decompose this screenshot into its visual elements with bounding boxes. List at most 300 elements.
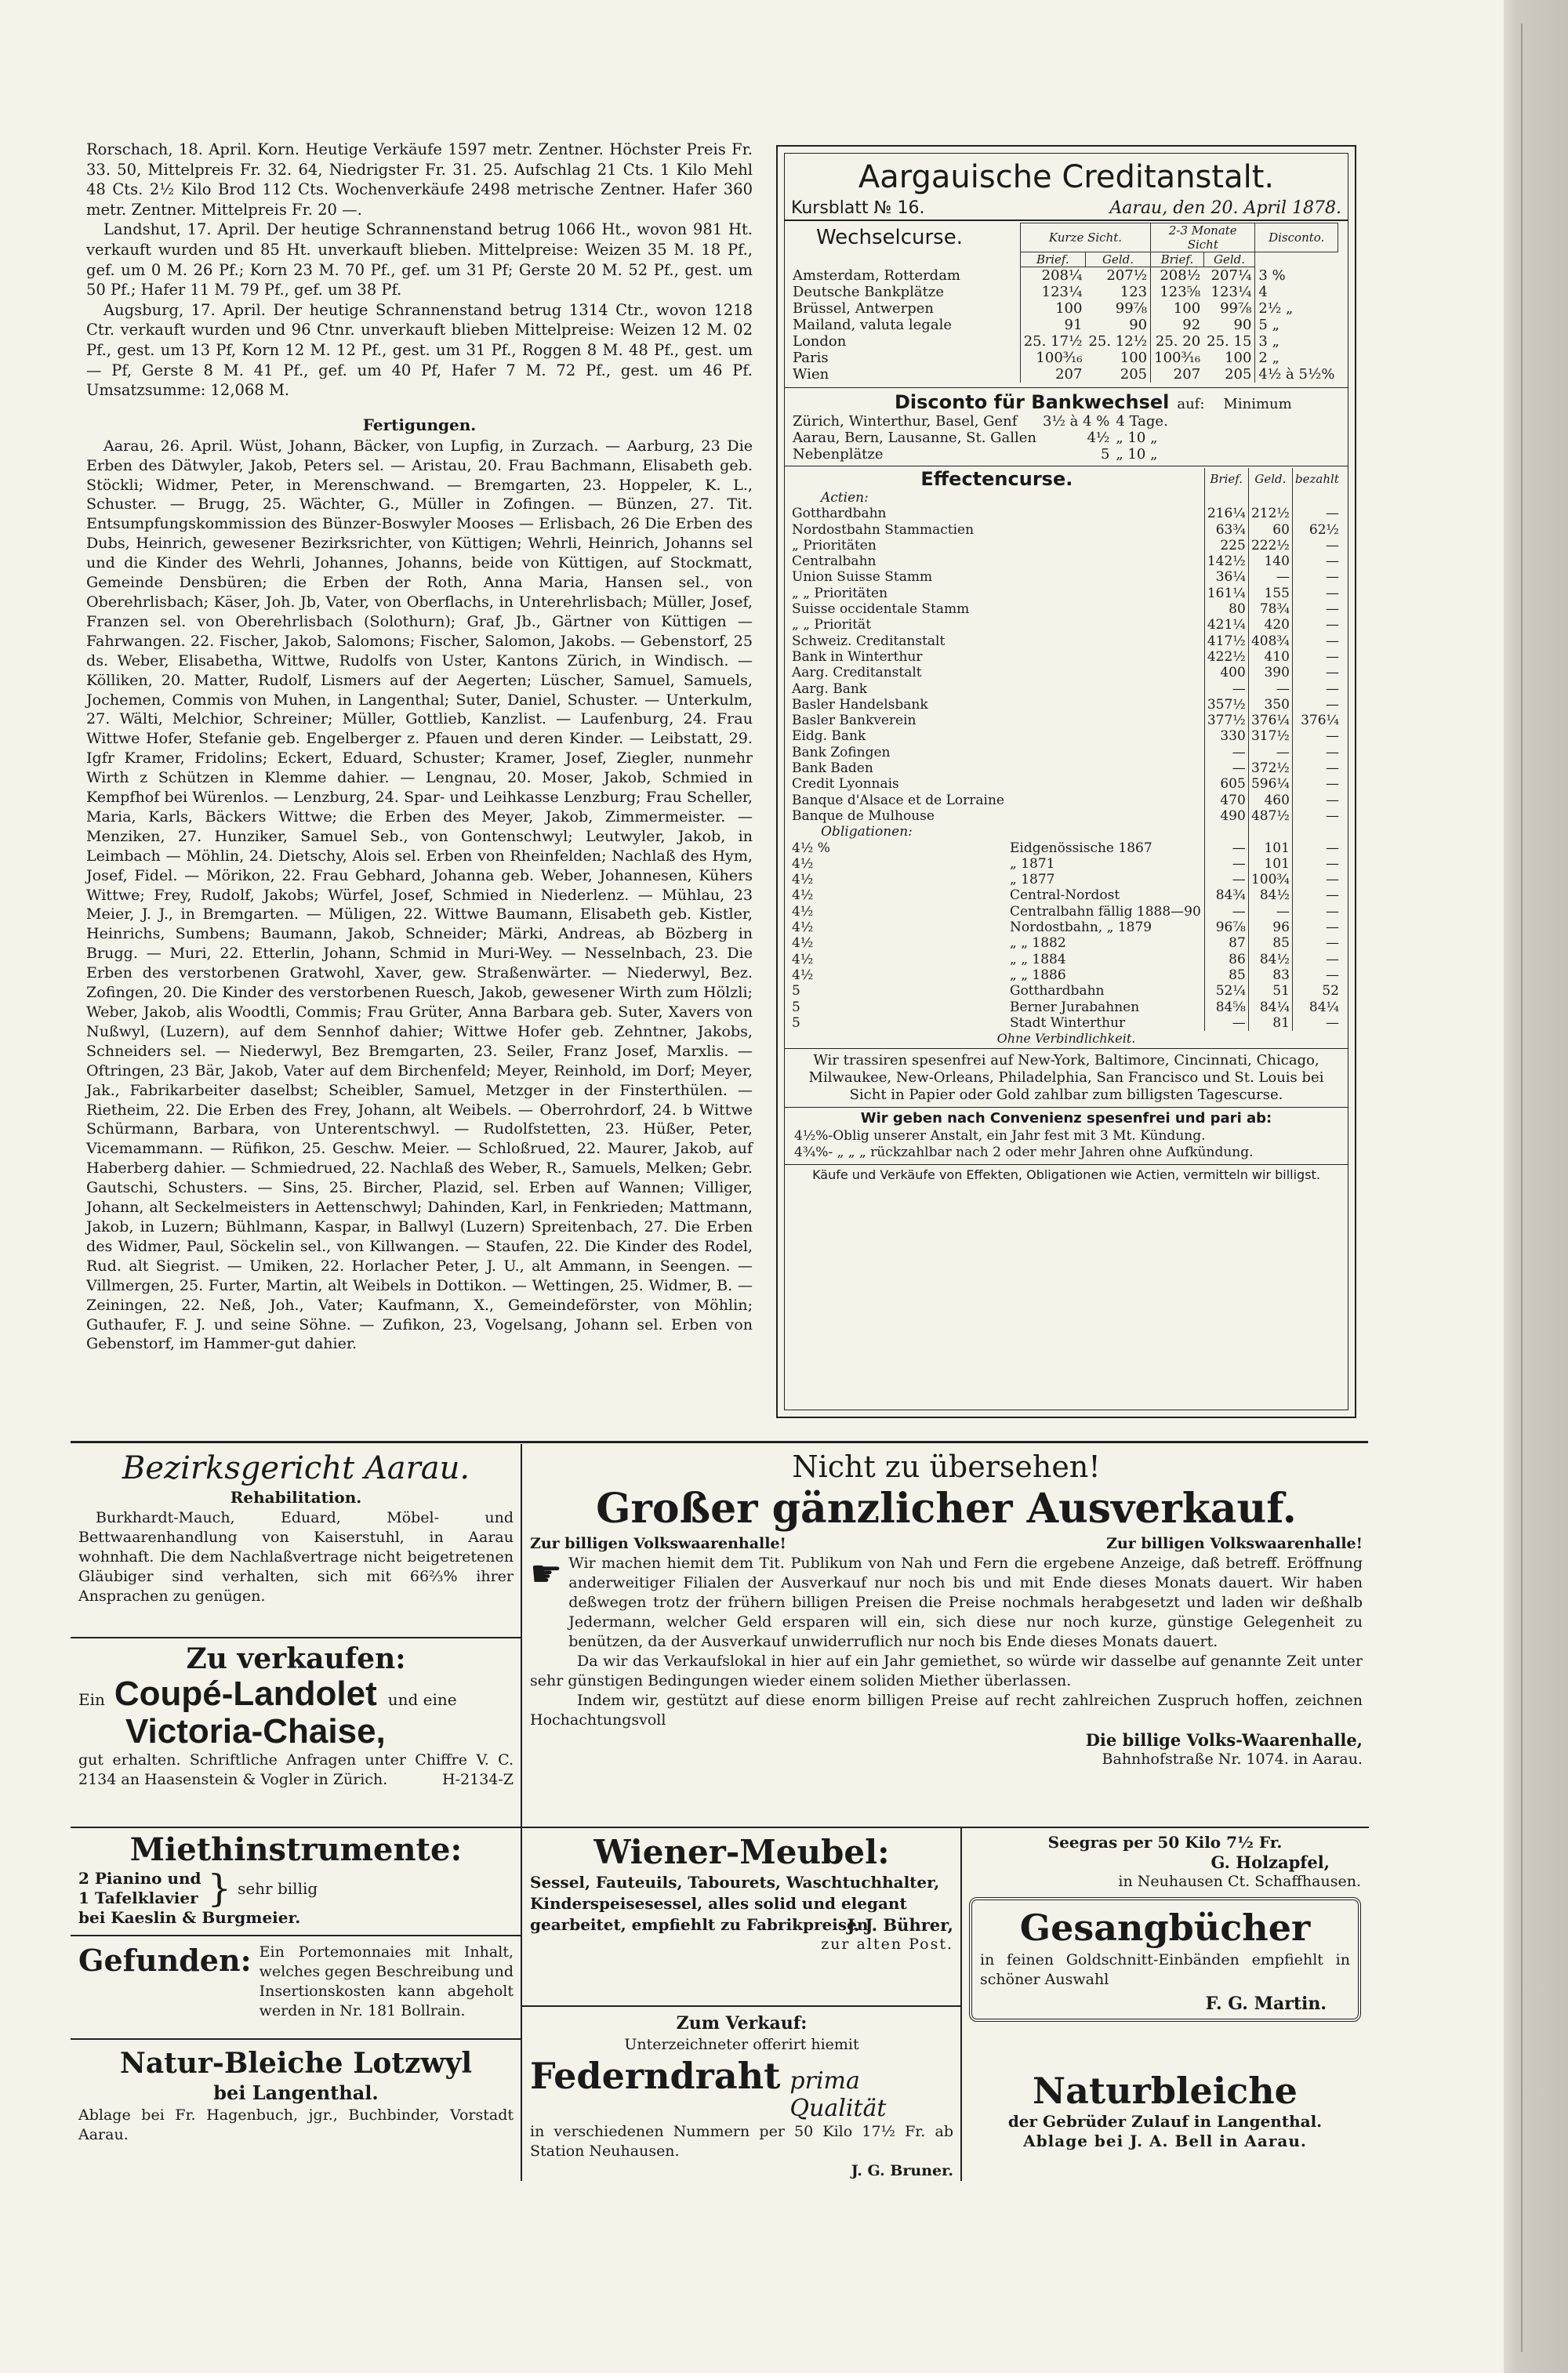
naturbleiche-ad bbox=[969, 2070, 1361, 2151]
oblig-cell: 4½ % bbox=[792, 840, 830, 856]
wechsel-row-cell: 207 bbox=[1020, 366, 1085, 383]
actien-row bbox=[789, 569, 1341, 585]
gesangbuecher-chain-border bbox=[969, 1897, 1361, 2022]
actien-cell: — bbox=[1292, 793, 1341, 808]
oblig-cell: 87 bbox=[1204, 935, 1248, 951]
ausverkauf-text-2: Da wir das Verkaufslokal in hier auf ein Jahr gemiethet, so würde wir dasselbe auf genannte Zeit unter sehr günstigen Bedingungen wieder einem soliden Miether überlassen. bbox=[530, 1653, 1363, 1689]
federndraht-ad bbox=[530, 2012, 953, 2181]
wechsel-row-cell: Mailand, valuta legale bbox=[793, 317, 952, 333]
obligationen-label-text: Obligationen: bbox=[821, 824, 913, 840]
actien-cell: 225 bbox=[1204, 538, 1248, 553]
oblig-cell: 4½ bbox=[792, 967, 814, 983]
actien-cell: — bbox=[1292, 760, 1341, 776]
bezirksgericht-title: Bezirksgericht Aarau. bbox=[122, 1450, 470, 1486]
wechsel-row-cell: 25. 20 bbox=[1151, 333, 1204, 350]
actien-row bbox=[789, 649, 1341, 665]
wechsel-row-cell: Amsterdam, Rotterdam bbox=[793, 267, 960, 284]
oblig-cell: „ „ 1884 bbox=[1009, 951, 1066, 967]
actien-cell: 222½ bbox=[1248, 538, 1292, 553]
actien-cell: 421¼ bbox=[1204, 617, 1248, 633]
ausverkauf-text-1: Wir machen hiemit dem Tit. Publikum von Nah und Fern die ergebene Anzeige, daß betreff. Eröffnung anderweitiger Filialen der Ausverkauf nur noch bis und mit Ende dieses Monats dauert. Wir haben deßwegen trotz der frühern billigen Preisen die Preise nochmals herabgesetzt und laden wir deßhalb Jedermann, welcher Geld ersparen will ein, sich diese nur noch kurze, günstige Gelegenheit zu benützen, da der Ausverkauf unwiderruflich nur noch bis Ende dieses Monats dauert. bbox=[568, 1555, 1363, 1650]
actien-row bbox=[789, 553, 1341, 569]
actien-cell: — bbox=[1248, 681, 1292, 697]
page-edge bbox=[1504, 0, 1568, 2373]
gesangbuecher-signature: F. G. Martin. bbox=[1205, 1994, 1327, 2014]
disconto-auf: auf: bbox=[1177, 396, 1205, 412]
oblig-cell: 96⅞ bbox=[1204, 920, 1248, 935]
actien-cell: 350 bbox=[1248, 697, 1292, 713]
gesangbuecher-text: in feinen Goldschnitt-Einbänden empfiehlt in schöner Auswahl bbox=[980, 1951, 1350, 1988]
oblig-cell: „ 1877 bbox=[1009, 872, 1055, 888]
oblig-cell: 51 bbox=[1248, 983, 1292, 999]
oblig-cell: 96 bbox=[1248, 920, 1292, 935]
actien-row bbox=[789, 633, 1341, 649]
oblig-cell: 4½ bbox=[792, 887, 814, 904]
wechsel-row-cell: 207¼ bbox=[1210, 267, 1252, 284]
disconto-row-cell: 3½ à 4 % bbox=[1043, 413, 1110, 430]
effecten-table bbox=[789, 468, 1341, 1031]
oblig-cell: 4½ bbox=[792, 951, 814, 967]
actien-row bbox=[789, 617, 1341, 633]
wiener-meubel-signature: J. J. Bührer, bbox=[847, 1915, 953, 1935]
oblig-cell: 5 bbox=[792, 999, 800, 1015]
oblig-row bbox=[789, 952, 1341, 967]
wechsel-row-cell: 123¼ bbox=[1210, 284, 1252, 300]
oblig-cell: 84½ bbox=[1248, 887, 1292, 903]
disconto-row-cell: Nebenplätze bbox=[793, 446, 884, 463]
actien-cell: 460 bbox=[1248, 793, 1292, 808]
actien-cell: Basler Handelsbank bbox=[792, 696, 928, 713]
wechsel-row bbox=[789, 317, 1338, 333]
verkaufen-code: H-2134-Z bbox=[442, 1771, 514, 1788]
actien-cell: — bbox=[1204, 745, 1248, 760]
oblig-cell: Central-Nordost bbox=[1009, 887, 1120, 904]
wechsel-row-cell: 123 bbox=[1120, 284, 1148, 300]
actien-cell: 422½ bbox=[1204, 649, 1248, 665]
disconto-row-cell: 5 bbox=[1100, 446, 1110, 463]
oblig-cell: 5 bbox=[792, 1014, 800, 1031]
ads-top-rule bbox=[71, 1441, 1368, 1443]
wechsel-header-disconto: Disconto. bbox=[1255, 223, 1338, 252]
actien-cell: — bbox=[1248, 569, 1292, 585]
oblig-cell: „ 1871 bbox=[1009, 855, 1055, 872]
gefunden-ad bbox=[78, 1943, 514, 2021]
actien-cell: 78¾ bbox=[1248, 601, 1292, 617]
wechsel-body bbox=[789, 267, 1338, 383]
wechsel-row-cell: 3 % bbox=[1255, 267, 1338, 285]
disconto-row-cell: 4 Tage. bbox=[1116, 413, 1168, 430]
kaeufe-text: Käufe und Verkäufe von Effekten, Obligationen wie Actien, vermitteln wir billigst. bbox=[812, 1167, 1320, 1183]
oblig-cell: 5 bbox=[792, 983, 800, 1000]
oblig-cell: — bbox=[1292, 935, 1341, 951]
actien-cell: — bbox=[1292, 538, 1341, 553]
oblig-cell: — bbox=[1292, 952, 1341, 967]
left-news-column bbox=[86, 140, 753, 1354]
disconto-table bbox=[789, 413, 1171, 463]
actien-cell: Schweiz. Creditanstalt bbox=[792, 633, 946, 649]
oblig-cell: — bbox=[1204, 872, 1248, 887]
geben-line-2: 4¾%- „ „ „ rückzahlbar nach 2 oder mehr Jahren ohne Aufkündung. bbox=[794, 1145, 1254, 1161]
ads-mid-rule-left4 bbox=[71, 2038, 521, 2040]
grosser-ausverkauf: Großer gänzlicher Ausverkauf. bbox=[596, 1485, 1297, 1533]
wechsel-sub-brief-2: Brief. bbox=[1151, 252, 1204, 267]
ads-vertical-rule bbox=[521, 1444, 522, 2181]
kursblatt-date: Aarau, den 20. April 1878. bbox=[1109, 198, 1341, 218]
wechsel-header-kurz: Kurze Sicht. bbox=[1020, 223, 1150, 252]
disconto-row bbox=[789, 446, 1171, 463]
actien-cell: — bbox=[1292, 665, 1341, 680]
federndraht-title: Federndraht bbox=[530, 2055, 781, 2097]
actien-cell: 408¾ bbox=[1248, 633, 1292, 649]
wechsel-row-cell: 25. 15 bbox=[1207, 333, 1252, 350]
wechsel-row-cell: 100³⁄₁₆ bbox=[1020, 350, 1085, 366]
effecten-header-bezahlt: bezahlt bbox=[1292, 468, 1341, 490]
oblig-cell: 84½ bbox=[1248, 952, 1292, 967]
oblig-cell: — bbox=[1204, 904, 1248, 920]
actien-cell: 390 bbox=[1248, 665, 1292, 680]
effecten-header-brief: Brief. bbox=[1204, 468, 1248, 490]
seegras-ad bbox=[969, 1833, 1361, 1892]
ads-mid-rule-right bbox=[522, 1827, 1369, 1828]
actien-cell: — bbox=[1292, 553, 1341, 569]
actien-cell: — bbox=[1204, 681, 1248, 697]
miethe-title: Miethinstrumente: bbox=[129, 1831, 463, 1868]
nicht-uebersehen: Nicht zu übersehen! bbox=[792, 1450, 1101, 1484]
miethe-line-2: 1 Tafelklavier bbox=[78, 1889, 198, 1907]
obligationen-label bbox=[789, 824, 1341, 840]
ads-mid-rule-left bbox=[71, 1637, 521, 1638]
actien-cell: 376¼ bbox=[1248, 713, 1292, 728]
oblig-cell: — bbox=[1292, 1015, 1341, 1031]
oblig-cell: Nordostbahn, „ 1879 bbox=[1009, 920, 1152, 936]
geben-line-1: 4½%-Oblig unserer Anstalt, ein Jahr fest mit 3 Mt. Kündung. bbox=[794, 1128, 1206, 1145]
miethe-billig: sehr billig bbox=[238, 1879, 318, 1898]
wechsel-header-monate: 2-3 Monate Sicht bbox=[1151, 223, 1255, 252]
wiener-meubel-title: Wiener-Meubel: bbox=[593, 1833, 890, 1871]
actien-cell: 596¼ bbox=[1248, 776, 1292, 792]
disconto-body bbox=[789, 413, 1171, 463]
oblig-cell: „ „ 1886 bbox=[1009, 967, 1066, 983]
wechsel-row-cell: 123⅝ bbox=[1151, 284, 1204, 300]
oblig-cell: Gotthardbahn bbox=[1009, 983, 1105, 1000]
actien-cell: 161¼ bbox=[1204, 586, 1248, 601]
wechsel-row-cell: 207 bbox=[1151, 366, 1204, 383]
wechsel-row-cell: 99⅞ bbox=[1220, 300, 1252, 317]
wiener-meubel-signature-2: zur alten Post. bbox=[821, 1936, 953, 1953]
disconto-row bbox=[789, 430, 1171, 446]
actien-row bbox=[789, 776, 1341, 792]
wechsel-row-cell: 100³⁄₁₆ bbox=[1151, 350, 1204, 366]
naturbleiche-title: Naturbleiche bbox=[1033, 2070, 1298, 2112]
creditanstalt-box-inner bbox=[784, 153, 1348, 1410]
page-edge-line bbox=[1521, 24, 1523, 2352]
actien-cell: — bbox=[1292, 569, 1341, 585]
oblig-cell: 84¼ bbox=[1248, 1000, 1292, 1015]
wechsel-row bbox=[789, 300, 1338, 317]
actien-cell: 376¼ bbox=[1292, 713, 1341, 728]
oblig-cell: 86 bbox=[1204, 952, 1248, 967]
oblig-cell: — bbox=[1292, 967, 1341, 983]
actien-cell: Nordostbahn Stammactien bbox=[792, 521, 975, 538]
federndraht-intro: Unterzeichneter offerirt hiemit bbox=[624, 2036, 859, 2053]
actien-cell: — bbox=[1292, 697, 1341, 713]
oblig-row bbox=[789, 967, 1341, 983]
actien-cell: 487½ bbox=[1248, 808, 1292, 824]
bezirksgericht-ad bbox=[78, 1450, 514, 1606]
actien-cell: 216¼ bbox=[1204, 506, 1248, 521]
actien-cell: 63¾ bbox=[1204, 522, 1248, 538]
wechsel-sub-geld: Geld. bbox=[1085, 252, 1150, 267]
wechsel-row-cell: 5 „ bbox=[1255, 317, 1338, 333]
wechsel-row bbox=[789, 350, 1338, 366]
actien-row bbox=[789, 793, 1341, 808]
verkaufen-title: Zu verkaufen: bbox=[186, 1642, 406, 1675]
actien-cell: 142½ bbox=[1204, 553, 1248, 569]
wechsel-title: Wechselcurse. bbox=[816, 226, 963, 249]
wechsel-row-cell: 208¼ bbox=[1020, 267, 1085, 285]
actien-cell: Basler Bankverein bbox=[792, 713, 916, 729]
actien-row bbox=[789, 808, 1341, 824]
actien-cell: „ Prioritäten bbox=[792, 537, 877, 553]
actien-cell: 140 bbox=[1248, 553, 1292, 569]
actien-cell: Gotthardbahn bbox=[792, 506, 887, 522]
victoria-chaise: Victoria-Chaise, bbox=[125, 1712, 386, 1751]
actien-cell: 420 bbox=[1248, 617, 1292, 633]
actien-row bbox=[789, 665, 1341, 680]
actien-cell: — bbox=[1204, 760, 1248, 776]
disconto-row-cell: Aarau, Bern, Lausanne, St. Gallen bbox=[793, 430, 1037, 446]
disconto-row-cell: „ 10 „ bbox=[1116, 446, 1158, 463]
oblig-cell: 81 bbox=[1248, 1015, 1292, 1031]
volkswaarenhalle-signature: Die billige Volks-Waarenhalle, bbox=[1085, 1730, 1363, 1750]
geben-title: Wir geben nach Convenienz spesenfrei und pari ab: bbox=[860, 1110, 1272, 1127]
oblig-cell: „ „ 1882 bbox=[1009, 935, 1066, 952]
actien-cell: Union Suisse Stamm bbox=[792, 569, 933, 586]
oblig-row bbox=[789, 920, 1341, 935]
wechsel-sub-geld-2: Geld. bbox=[1203, 252, 1255, 267]
verkaufen-ad bbox=[78, 1642, 514, 1790]
ads-vertical-rule-right bbox=[960, 1828, 962, 2181]
miethe-line-3: bei Kaeslin & Burgmeier. bbox=[78, 1908, 301, 1927]
oblig-cell: 52¼ bbox=[1204, 983, 1248, 999]
naturbleiche-ablage: Ablage bei J. A. Bell in Aarau. bbox=[1023, 2132, 1307, 2150]
rehabilitation-title: Rehabilitation. bbox=[230, 1488, 362, 1507]
oblig-row bbox=[789, 983, 1341, 999]
natur-bleiche-title: Natur-Bleiche Lotzwyl bbox=[119, 2047, 473, 2080]
oblig-cell: 4½ bbox=[792, 903, 814, 920]
volkswaarenhalle-right: Zur billigen Volkswaarenhalle! bbox=[1106, 1535, 1363, 1552]
actien-cell: Aarg. Bank bbox=[792, 680, 868, 697]
wechsel-row-cell: 207½ bbox=[1106, 267, 1148, 284]
effecten-body bbox=[789, 490, 1341, 1031]
wechsel-row-cell: 99⅞ bbox=[1115, 300, 1148, 317]
wechsel-row-cell: Wien bbox=[793, 366, 829, 383]
creditanstalt-box bbox=[776, 145, 1356, 1418]
actien-cell: „ „ Prioritäten bbox=[792, 585, 888, 601]
actien-cell: Banque de Mulhouse bbox=[792, 807, 935, 824]
wechsel-row-cell: 100 bbox=[1225, 350, 1252, 366]
oblig-cell: 4½ bbox=[792, 920, 814, 936]
wechsel-row-cell: 100 bbox=[1020, 300, 1085, 317]
seegras-address: in Neuhausen Ct. Schaffhausen. bbox=[1118, 1873, 1361, 1890]
actien-cell: 212½ bbox=[1248, 506, 1292, 521]
oblig-cell: 52 bbox=[1292, 983, 1341, 999]
actien-row bbox=[789, 728, 1341, 744]
disconto-row bbox=[789, 413, 1171, 430]
volkswaarenhalle-address: Bahnhofstraße Nr. 1074. in Aarau. bbox=[1102, 1751, 1363, 1768]
actien-row bbox=[789, 522, 1341, 538]
seegras-text: Seegras per 50 Kilo 7½ Fr. bbox=[1047, 1833, 1283, 1852]
oblig-cell: — bbox=[1292, 840, 1341, 856]
actien-cell: — bbox=[1292, 776, 1341, 792]
oblig-row bbox=[789, 887, 1341, 903]
actien-row bbox=[789, 586, 1341, 601]
federndraht-signature: J. G. Bruner. bbox=[851, 2162, 953, 2179]
oblig-cell: — bbox=[1292, 904, 1341, 920]
wechsel-row-cell: 123¼ bbox=[1020, 284, 1085, 300]
wiener-meubel-text: Sessel, Fauteuils, Tabourets, Waschtuchhalter, Kinderspeisesessel, alles solid und elegant gearbeitet, empfiehlt zu Fabrikpreisen bbox=[530, 1873, 940, 1934]
oblig-cell: — bbox=[1292, 872, 1341, 887]
ausverkauf-ad bbox=[530, 1449, 1363, 1769]
actien-cell: 80 bbox=[1204, 601, 1248, 617]
natur-bleiche-ad bbox=[78, 2046, 514, 2145]
oblig-cell: Centralbahn fällig 1888—90 bbox=[1009, 903, 1201, 920]
wechsel-row-cell: 205 bbox=[1225, 366, 1252, 383]
wechsel-row-cell: 25. 17½ bbox=[1020, 333, 1085, 350]
disconto-row-cell: Zürich, Winterthur, Basel, Genf bbox=[793, 413, 1018, 430]
oblig-cell: — bbox=[1292, 920, 1341, 935]
coupe-landolet: Coupé-Landolet bbox=[114, 1675, 377, 1713]
oblig-cell: 4½ bbox=[792, 935, 814, 952]
actien-cell: 410 bbox=[1248, 649, 1292, 665]
actien-row bbox=[789, 601, 1341, 617]
wechsel-row-cell: 91 bbox=[1020, 317, 1085, 333]
actien-row bbox=[789, 538, 1341, 553]
federndraht-quality: prima Qualität bbox=[789, 2067, 887, 2122]
oblig-cell: 4½ bbox=[792, 855, 814, 872]
actien-cell: Eidg. Bank bbox=[792, 728, 866, 745]
wechsel-row bbox=[789, 284, 1338, 300]
actien-cell: — bbox=[1292, 808, 1341, 824]
zum-verkauf: Zum Verkauf: bbox=[676, 2013, 808, 2034]
disconto-title: Disconto für Bankwechsel bbox=[895, 391, 1170, 413]
actien-cell: 372½ bbox=[1248, 760, 1292, 776]
ads-mid-rule-left2 bbox=[71, 1827, 521, 1828]
oblig-row bbox=[789, 872, 1341, 887]
wechsel-row-cell: 2½ „ bbox=[1255, 300, 1338, 317]
oblig-cell: 84⅝ bbox=[1204, 1000, 1248, 1015]
ausverkauf-text-3: Indem wir, gestützt auf diese enorm billigen Preise auf recht zahlreichen Zuspruch hoffen, zeichnen Hochachtungsvoll bbox=[530, 1692, 1363, 1729]
oblig-cell: 84¼ bbox=[1292, 1000, 1341, 1015]
oblig-cell: Stadt Winterthur bbox=[1009, 1014, 1126, 1031]
wechsel-row-cell: 4½ à 5⅟₂% bbox=[1255, 366, 1338, 383]
actien-cell: „ „ Priorität bbox=[792, 617, 872, 633]
kursblatt-number: Kursblatt № 16. bbox=[791, 198, 925, 218]
gesangbuecher-title: Gesangbücher bbox=[1019, 1907, 1311, 1949]
actien-cell: Credit Lyonnais bbox=[792, 776, 899, 793]
actien-row bbox=[789, 760, 1341, 776]
natur-bleiche-sub: bei Langenthal. bbox=[213, 2081, 379, 2104]
oblig-cell: — bbox=[1204, 1015, 1248, 1031]
natur-bleiche-text: Ablage bei Fr. Hagenbuch, jgr., Buchbinder, Vorstadt Aarau. bbox=[78, 2106, 514, 2143]
oblig-cell: 100¾ bbox=[1248, 872, 1292, 887]
effecten-title: Effectencurse. bbox=[920, 468, 1073, 490]
actien-cell: Bank in Winterthur bbox=[792, 648, 923, 665]
actien-cell: 377½ bbox=[1204, 713, 1248, 728]
ads-mid-rule-right2 bbox=[522, 2005, 960, 2007]
trassieren-text: Wir trassiren spesenfrei auf New-York, Baltimore, Cincinnati, Chicago, Milwaukee, New-Orleans, Philadelphia, San Francisco und St. Louis bei Sicht in Papier oder Gold zahlbar zum billigsten Tagescurse. bbox=[808, 1052, 1324, 1104]
wechsel-row-cell: 4 bbox=[1255, 284, 1338, 300]
oblig-cell: Eidgenössische 1867 bbox=[1009, 840, 1152, 856]
miethe-brace: } bbox=[207, 1867, 232, 1910]
actien-cell: Bank Zofingen bbox=[792, 744, 891, 760]
actien-cell: — bbox=[1292, 633, 1341, 649]
oblig-row bbox=[789, 1015, 1341, 1031]
actien-cell: Centralbahn bbox=[792, 553, 877, 570]
oblig-cell: — bbox=[1292, 887, 1341, 903]
oblig-cell: 85 bbox=[1204, 967, 1248, 983]
oblig-cell: 101 bbox=[1248, 840, 1292, 856]
rehabilitation-text: Burkhardt-Mauch, Eduard, Möbel- und Bettwaarenhandlung von Kaiserstuhl, in Aarau wohnhaft. Die dem Nachlaßvertrage nicht beigetretenen Gläubiger sind verhalten, sich mit 66⅔% ihrer Ansprachen zu genügen. bbox=[78, 1509, 514, 1605]
actien-cell: 417½ bbox=[1204, 633, 1248, 649]
fertigungen-text: Aarau, 26. April. Wüst, Johann, Bäcker, von Lupfig, in Zurzach. — Aarburg, 23 Die Erben des Dätwyler, Jakob, Peters sel. — Aristau, 20. Frau Bachmann, Elisabeth geb. Stöckli; Widmer, Peter, in Merenschwand. — Bremgarten, 23. Hoppeler, K. L., Schuster. — Brugg, 25. Wächter, G., Müller in Zofingen. — Bünzen, 27. Tit. Entsumpfungskommission des Bünzer-Boswyler Mooses — Erlisbach, 26 Die Erben des Dubs, Heinrich, gewesener Bezirksrichter, von Küttigen; Wehrli, Heinrich, Johanns sel und die Kinder des Wehrli, Johannes, Johanns, beide von Küttigen, auf Stockmatt, Gemeinde Densbüren; die Erben der Roth, Anna Maria, Hansen sel., von Oberehrlisbach; Käser, Joh. Jb, Vater, von Oberflachs, in Unterehrlisbach; Müller, Josef, Franzen sel. von Oberehrlisbach (Solothurn); Graf, Jb., Gärtner von Küttigen — Fahrwangen. 22. Fischer, Jakob, Salomons; Fischer, Salomon, Jakobs. — Gebenstorf, 25 ds. Weber, Elisabetha, Wittwe, Rudolfs von Uster, Kantons Zürich, in Windisch. — Kölliken, 20. Matter, Rudolf, Lismers auf der Aegerten; Lüscher, Samuel, Samuels, Jochemen, Commis von Muhen, in Langenthal; Suter, Daniel, Schuster. — Unterkulm, 27. Wälti, Melchior, Schreiner; Müller, Gottlieb, Kanzlist. — Laufenburg, 24. Frau Wittwe Hofer, Stefanie geb. Engelberger z. Pfauen und deren Kinder. — Leibstatt, 29. Igfr Kramer, Fridolins; Eckert, Eduard, Schuster; Kramer, Josef, Ziegler, nunmehr Wirth z Schützen in Klemme dahier. — Lengnau, 20. Moser, Jakob, Schmied in Kempfhof bei Würenlos. — Lenzburg, 24. Spar- und Leihkasse Lenzburg; Frau Scheller, Maria, Karls, Bäckers Wittwe; die Erben des Meyer, Jakob, Zimmermeister. — Menziken, 27. Hunziker, Samuel Seb., von Gontenschwyl; Leutwyler, Jakob, in Leimbach — Möhlin, 24. Dietschy, Alois sel. Erben von Rheinfelden; Nachlaß des Hym, Josef, Fidel. — Mörikon, 22. Frau Gebhard, Johanna geb. Weber, Johannesen, Kühers Wittwe; Frey, Rudolf, Jakobs; Würfel, Josef, Schmied in Niederlenz. — Mühlau, 23 Meier, J. J., in Bremgarten. — Müligen, 22. Wittwe Baumann, Elisabeth geb. Kistler, Heinrichs, Sumbens; Baumann, Jakob, Schneider; Märki, Andreas, ab Bözberg in Brugg. — Muri, 22. Etterlin, Johann, Schmid in Muri-Wey. — Nesselnbach, 23. Die Erben des verstorbenen Gratwohl, Xaver, gew. Straßenwärter. — Niederwyl, Bez. Zofingen, 20. Die Kinder des verstorbenen Ruesch, Jakob, gewesener Wirth zum Hölzli; Weber, Jakob, alis Woodtli, Commis; Frau Grüter, Anna Barbara geb. Suter, Xavers von Nußwyl, (Luzern), auf dem Sennhof dahier; Wittwe Hofer geb. Zehntner, Jakobs, Schneiders sel. — Niederwyl, Bez Bremgarten, 23. Seiler, Franz Josef, Marxlis. — Oftringen, 23 Bär, Jakob, Vater auf dem Birchenfeld; Meyer, Reinhold, im Dorf; Meyer, Jak., Fabrikarbeiter daselbst; Scheibler, Samuel, Metzger in der Finsterthülen. — Rietheim, 22. Die Erben des Frey, Johann, alt Weibels. — Oberrohrdorf, 24. b Wittwe Schürmann, Barbara, von Unterentschwyl. — Rudolfstetten, 23. Hüßer, Peter, Vicemammann. — Rüfikon, 25. Geschw. Meier. — Schloßrued, 22. Maurer, Jakob, auf Haberberg dahier. — Schmiedrued, 22. Nachlaß des Weber, R., Samuels, Melken; Gebr. Gautschi, Schusters. — Sins, 25. Bircher, Plazid, sel. Erben auf Wannen; Villiger, Johann, alt Seckelmeisters in Aettenschwyl; Dahinden, Karl, in Fenkrieden; Mattmann, Jakob, in Luzern; Bühlmann, Kaspar, in Ballwyl (Luzern) Spreitenbach, 27. Die Erben des Widmer, Paul, Söckelin sel., von Killwangen. — Staufen, 22. Die Kinder des Rodel, Rud. alt Siegrist. — Umiken, 22. Horlacher Peter, J. U., alt Ammann, in Seengen. — Villmergen, 25. Furter, Martin, alt Weibels in Dottikon. — Wettingen, 25. Widmer, B. — Zeiningen, 22. Neß, Joh., Vater; Kaufmann, X., Gemeindeförster, von Möhlin; Guthaufer, F. J. und seine Söhne. — Zufikon, 23, Vogelsang, Johann sel. Erben von Gebenstorf, im Hammer-gut dahier. bbox=[86, 436, 753, 1353]
market-report-landshut: Landshut, 17. April. Der heutige Schrannenstand betrug 1066 Ht., wovon 981 Ht. verkauft wurden und 85 Ht. unverkauft blieben. Mittelpreise: Weizen 35 M. 18 Pf., gef. um 0 M. 26 Pf.; Korn 23 M. 70 Pf., gef. um 31 Pf; Gerste 20 M. 52 Pf., gest. um 50 Pf.; Hafer 11 M. 79 Pf., gef. um 38 Pf. bbox=[86, 220, 753, 299]
actien-cell: 36¼ bbox=[1204, 569, 1248, 585]
wechsel-row-cell: London bbox=[793, 333, 847, 350]
wechsel-sub-brief: Brief. bbox=[1020, 252, 1085, 267]
oblig-row bbox=[789, 1000, 1341, 1015]
actien-cell: 155 bbox=[1248, 586, 1292, 601]
market-report-rorschach: Rorschach, 18. April. Korn. Heutige Verkäufe 1597 metr. Zentner. Höchster Preis Fr. 33. 50, Mittelpreis Fr. 32. 64, Niedrigster Fr. 31. 25. Aufschlag 21 Cts. 1 Kilo Mehl 48 Cts. 2½ Kilo Brod 112 Cts. Wochenverkäufe 2498 metrische Zentner. Hafer 360 metr. Zentner. Mittelpreis Fr. 20 —. bbox=[86, 140, 753, 219]
actien-cell: — bbox=[1292, 649, 1341, 665]
actien-row bbox=[789, 697, 1341, 713]
actien-cell: — bbox=[1292, 617, 1341, 633]
oblig-cell: 4½ bbox=[792, 872, 814, 888]
wechsel-row-cell: Paris bbox=[793, 350, 829, 366]
wechsel-row bbox=[789, 333, 1338, 350]
oblig-cell: Berner Jurabahnen bbox=[1009, 999, 1140, 1015]
actien-cell: 490 bbox=[1204, 808, 1248, 824]
gesangbuecher-ad bbox=[969, 1897, 1361, 2022]
fertigungen-title: Fertigungen. bbox=[362, 415, 477, 434]
market-report-augsburg: Augsburg, 17. April. Der heutige Schrannenstand betrug 1314 Ctr., wovon 1218 Ctr. verkauft wurden und 96 Ctnr. unverkauft blieben Mittelpreise: Weizen 12 M. 02 Pf., gest. um 13 Pf, Korn 12 M. 12 Pf., gest. um 31 Pf., Roggen 8 M. 48 Pf., gest. um — Pf, Gerste 8 M. 41 Pf., gef. um 40 Pf, Hafer 7 M. 72 Pf., gest. um 46 Pf. Umsatzsumme: 12,068 M. bbox=[86, 300, 753, 400]
oblig-row bbox=[789, 840, 1341, 856]
actien-cell: 400 bbox=[1204, 665, 1248, 680]
oblig-cell: — bbox=[1248, 904, 1292, 920]
wechsel-row-cell: 90 bbox=[1129, 317, 1148, 333]
wechsel-row bbox=[789, 366, 1338, 383]
disconto-row-cell: 4½ bbox=[1087, 430, 1110, 446]
wechsel-row bbox=[789, 267, 1338, 285]
wechsel-row-cell: 90 bbox=[1233, 317, 1252, 333]
actien-cell: 62½ bbox=[1292, 522, 1341, 538]
volkswaarenhalle-left: Zur billigen Volkswaarenhalle! bbox=[530, 1535, 786, 1552]
actien-cell: Bank Baden bbox=[792, 760, 873, 777]
wechsel-row-cell: 92 bbox=[1151, 317, 1204, 333]
oblig-cell: 101 bbox=[1248, 856, 1292, 872]
wechsel-row-cell: 25. 12½ bbox=[1088, 333, 1148, 350]
actien-row bbox=[789, 713, 1341, 728]
actien-cell: Suisse occidentale Stamm bbox=[792, 601, 970, 618]
actien-cell: 357½ bbox=[1204, 697, 1248, 713]
wechsel-row-cell: 205 bbox=[1120, 366, 1148, 383]
actien-cell: — bbox=[1292, 506, 1341, 521]
actien-label-text: Actien: bbox=[821, 490, 869, 506]
wiener-meubel-ad bbox=[530, 1833, 953, 1954]
verkaufen-und-eine: und eine bbox=[387, 1690, 457, 1709]
oblig-cell: — bbox=[1292, 856, 1341, 872]
wechsel-row-cell: 2 „ bbox=[1255, 350, 1338, 366]
